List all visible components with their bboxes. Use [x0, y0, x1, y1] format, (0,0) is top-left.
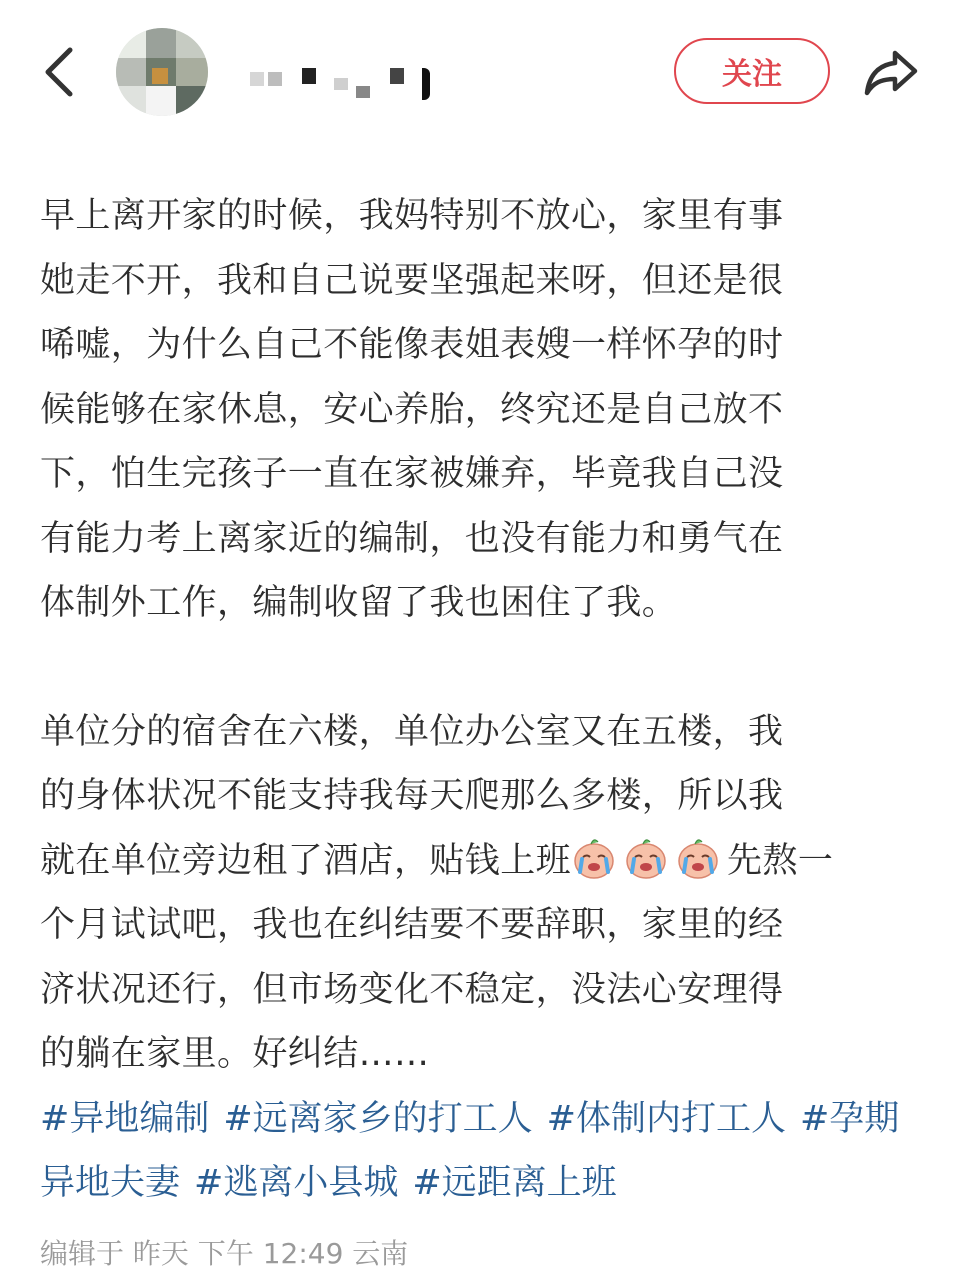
text-line-with-emoji	[40, 829, 908, 894]
hashtag-link[interactable]: #远距离上班	[412, 1162, 617, 1203]
paragraph-gap	[40, 636, 908, 700]
text-line: 的躺在家里。好纠结……	[40, 1034, 430, 1074]
chevron-left-icon	[40, 44, 80, 100]
hashtag-link[interactable]: #孕期异地夫妻	[40, 1098, 900, 1203]
top-bar	[0, 0, 960, 150]
text-line: 早上离开家的时候，我妈特别不放心，家里有事	[40, 196, 784, 236]
text-segment: 先熬一	[727, 840, 834, 881]
text-line: 个月试试吧，我也在纠结要不要辞职，家里的经	[40, 905, 784, 945]
hashtag-link[interactable]: #远离家乡的打工人	[223, 1098, 533, 1139]
text-line: 有能力考上离家近的编制，也没有能力和勇气在	[40, 518, 784, 559]
username-blurred[interactable]	[250, 64, 440, 104]
follow-button[interactable]: 关注	[674, 38, 830, 104]
crying-face-icon	[623, 834, 669, 880]
crying-face-icon	[675, 834, 721, 880]
text-line: 体制外工作，编制收留了我也困住了我。	[40, 583, 678, 623]
post-body	[40, 184, 908, 1215]
text-segment: 就在单位旁边租了酒店，贴钱上班	[40, 840, 572, 881]
post-meta: 编辑于 昨天 下午 12:49 云南	[40, 1237, 409, 1270]
paragraph-2	[40, 700, 908, 1087]
share-arrow-icon	[861, 47, 921, 97]
paragraph-1	[40, 184, 908, 636]
avatar[interactable]	[116, 28, 208, 116]
hashtag-link[interactable]: #逃离小县城	[194, 1162, 399, 1203]
text-line: 的身体状况不能支持我每天爬那么多楼，所以我	[40, 776, 784, 816]
back-button[interactable]	[36, 40, 84, 104]
text-line: 济状况还行，但市场变化不稳定，没法心安理得	[40, 969, 784, 1010]
share-button[interactable]	[858, 44, 924, 100]
text-line: 唏嘘，为什么自己不能像表姐表嫂一样怀孕的时	[40, 325, 784, 365]
text-line: 单位分的宿舍在六楼，单位办公室又在五楼，我	[40, 711, 784, 752]
text-line: 她走不开，我和自己说要坚强起来呀，但还是很	[40, 260, 784, 301]
hashtag-link[interactable]: #异地编制	[40, 1098, 210, 1139]
text-line: 候能够在家休息，安心养胎，终究还是自己放不	[40, 389, 784, 430]
crying-face-icon	[571, 834, 617, 880]
hashtag-link[interactable]: #体制内打工人	[546, 1098, 786, 1139]
text-line: 下，怕生完孩子一直在家被嫌弃，毕竟我自己没	[40, 454, 784, 494]
hashtag-list	[40, 1087, 908, 1215]
